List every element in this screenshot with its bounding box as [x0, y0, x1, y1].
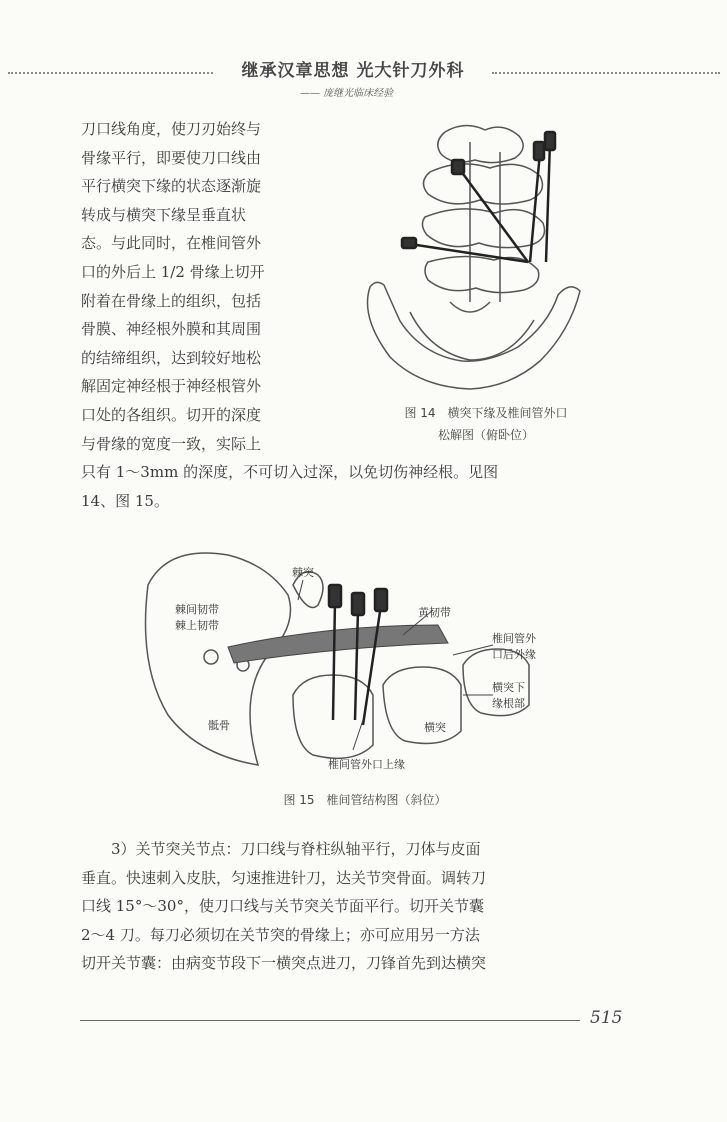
text-line: 附着在骨缘上的组织，包括 [81, 291, 262, 310]
figure-14-illustration [350, 112, 630, 397]
figure-15-caption: 图 15 椎间管结构图（斜位） [283, 793, 447, 807]
needle [410, 244, 528, 262]
ligament-band [228, 625, 448, 663]
text-line: 口线 15°～30°，使刀口线与关节突关节面平行。切开关节囊 [81, 897, 484, 916]
text-line: 14、图 15。 [81, 491, 169, 510]
figure-14-caption-line1: 图 14 横突下缘及椎间管外口 [404, 406, 568, 420]
pelvis-shape [450, 302, 490, 312]
needle [363, 605, 381, 725]
needle-handle [352, 593, 364, 615]
label-foramen-upper: 椎间管外口上缘 [328, 758, 405, 771]
running-header-subtitle: —— 庞继光临床经验 [300, 88, 394, 99]
figure-15-illustration [143, 545, 573, 785]
needle [546, 142, 550, 262]
vertebra-shape [423, 164, 542, 204]
text-line: 口处的各组织。切开的深度 [81, 405, 262, 424]
text-column-left [81, 115, 339, 458]
label-foramen-outer-1: 椎间管外 [492, 632, 536, 645]
figure-14-caption-line2: 松解图（俯卧位） [437, 428, 534, 442]
figure-14-caption [356, 402, 616, 446]
label-spinous: 棘突 [292, 566, 314, 579]
needle-handle [329, 585, 341, 607]
text-line: 切开关节囊：由病变节段下一横突点进刀，刀锋首先到达横突 [81, 954, 487, 973]
text-line: 口的外后上 1/2 骨缘上切开 [81, 262, 265, 281]
text-line: 骨膜、神经根外膜和其周围 [81, 320, 262, 339]
text-line: 的结缔组织，达到较好地松 [81, 348, 262, 367]
needle [458, 167, 528, 262]
text-line: 2～4 刀。每刀必须切在关节突的骨缘上；亦可应用另一方法 [81, 925, 480, 944]
text-line: 解固定神经根于神经根管外 [81, 377, 262, 396]
text-line: 平行横突下缘的状态逐渐旋 [81, 177, 262, 196]
page-number: 515 [590, 1008, 623, 1028]
needle [530, 152, 540, 262]
leader-line [353, 720, 363, 750]
text-line: 转成与横突下缘呈垂直状 [81, 205, 247, 224]
vertebra-shape [438, 125, 523, 162]
text-line: 态。与此同时，在椎间管外 [81, 234, 262, 253]
needle-handle [534, 142, 544, 160]
label-foramen-outer-2: 口后外缘 [492, 648, 536, 661]
footer-rule [80, 1020, 580, 1021]
vertebral-body [383, 667, 461, 743]
bone-nodule [204, 650, 218, 664]
text-line: 只有 1～3mm 的深度，不可切入过深，以免切伤神经根。见图 [81, 463, 499, 481]
pelvis-shape [410, 312, 534, 360]
text-line: 骨缘平行，即要使刀口线由 [81, 148, 262, 167]
label-transverse-lower-1: 横突下 [492, 681, 525, 694]
label-transverse-lower-2: 缘根部 [492, 697, 525, 710]
text-line: 与骨缘的宽度一致，实际上 [81, 434, 262, 453]
text-line: 垂直。快速刺入皮肤，匀速推进针刀，达关节突骨面。调转刀 [81, 868, 487, 887]
label-sacrum: 骶骨 [208, 719, 230, 732]
header-rule-left [8, 72, 213, 74]
needle [355, 610, 358, 720]
needle-handle [402, 238, 416, 248]
needle-handle [375, 589, 387, 611]
header-rule-right [492, 72, 720, 74]
pelvis-shape [368, 282, 581, 389]
needle [333, 600, 335, 720]
text-line: 3）关节突关节点：刀口线与脊柱纵轴平行，刀体与皮面 [111, 840, 481, 858]
needle-handle [545, 132, 555, 150]
text-line: 刀口线角度，使刀刃始终与 [81, 120, 262, 138]
vertebra-shape [422, 209, 544, 248]
label-interspinous: 棘间韧带 [175, 603, 219, 616]
text-block-continuation [81, 458, 641, 515]
label-ligamentum-flavum: 黄韧带 [418, 606, 451, 619]
label-supraspinous: 棘上韧带 [175, 619, 219, 632]
needle-handle [452, 160, 464, 174]
text-block-paragraph-2 [81, 835, 641, 978]
running-header-title: 继承汉章思想 光大针刀外科 [241, 61, 465, 81]
label-transverse: 横突 [424, 721, 446, 734]
